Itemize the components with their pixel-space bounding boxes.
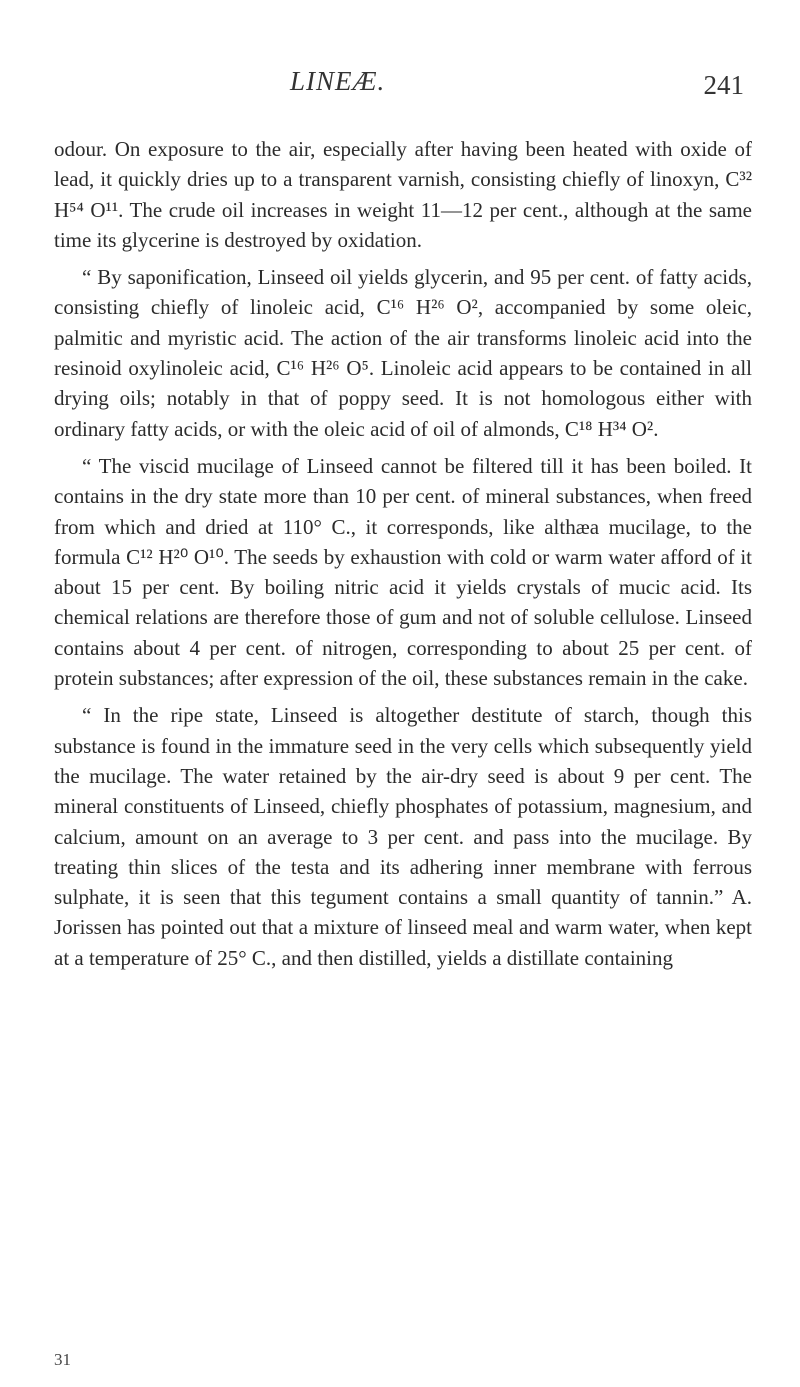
paragraph-1: odour. On exposure to the air, especially after having been heated with oxide of lead, it quickly dries up to a transparent varnish, consisting chiefly of linoxyn, C³² H⁵⁴ O¹¹. The crude oil increases in weight 11—12 per cent., although at the same time its glycerine is destroyed by oxidation.	[54, 137, 752, 252]
running-head: LINEÆ.	[290, 66, 386, 96]
paragraph-3: “ The viscid mucilage of Linseed cannot be filtered till it has been boiled. It contains in the dry state more than 10 per cent. of mineral substances, when freed from which and dried at 110° C., it corresponds, like althæa mucilage, to the formula C¹² H²⁰ O¹⁰. The seeds by exhaustion with cold or warm water afford of it about 15 per cent. By boiling nitric acid it yields crystals of mucic acid. Its chemical relations are therefore those of gum and not of soluble cellulose. Linseed contains about 4 per cent. of nitrogen, corresponding to about 25 per cent. of protein substances; after expression of the oil, these substances remain in the cake.	[54, 453, 752, 691]
page-number: 241	[703, 70, 744, 100]
body-text	[54, 134, 752, 973]
page-header	[0, 66, 800, 106]
signature-mark: 31	[54, 1350, 71, 1369]
paragraph-2: “ By saponification, Linseed oil yields glycerin, and 95 per cent. of fatty acids, consisting chiefly of linoleic acid, C¹⁶ H²⁶ O², accompanied by some oleic, palmitic and myristic acid. The action of the air transforms linoleic acid into the resinoid oxylinoleic acid, C¹⁶ H²⁶ O⁵. Linoleic acid appears to be contained in all drying oils; notably in that of poppy seed. It is not homologous either with ordinary fatty acids, or with the oleic acid of oil of almonds, C¹⁸ H³⁴ O².	[54, 265, 752, 441]
paragraph-4: “ In the ripe state, Linseed is altogether destitute of starch, though this substance is found in the immature seed in the very cells which subsequently yield the mucilage. The water retained by the air-dry seed is about 9 per cent. The mineral constituents of Linseed, chiefly phosphates of potassium, magnesium, and calcium, amount on an average to 3 per cent. and pass into the mucilage. By treating thin slices of the testa and its adhering inner membrane with ferrous sulphate, it is seen that this tegument contains a small quantity of tannin.” A. Jorissen has pointed out that a mixture of linseed meal and warm water, when kept at a temperature of 25° C., and then distilled, yields a distillate containing	[54, 703, 752, 970]
